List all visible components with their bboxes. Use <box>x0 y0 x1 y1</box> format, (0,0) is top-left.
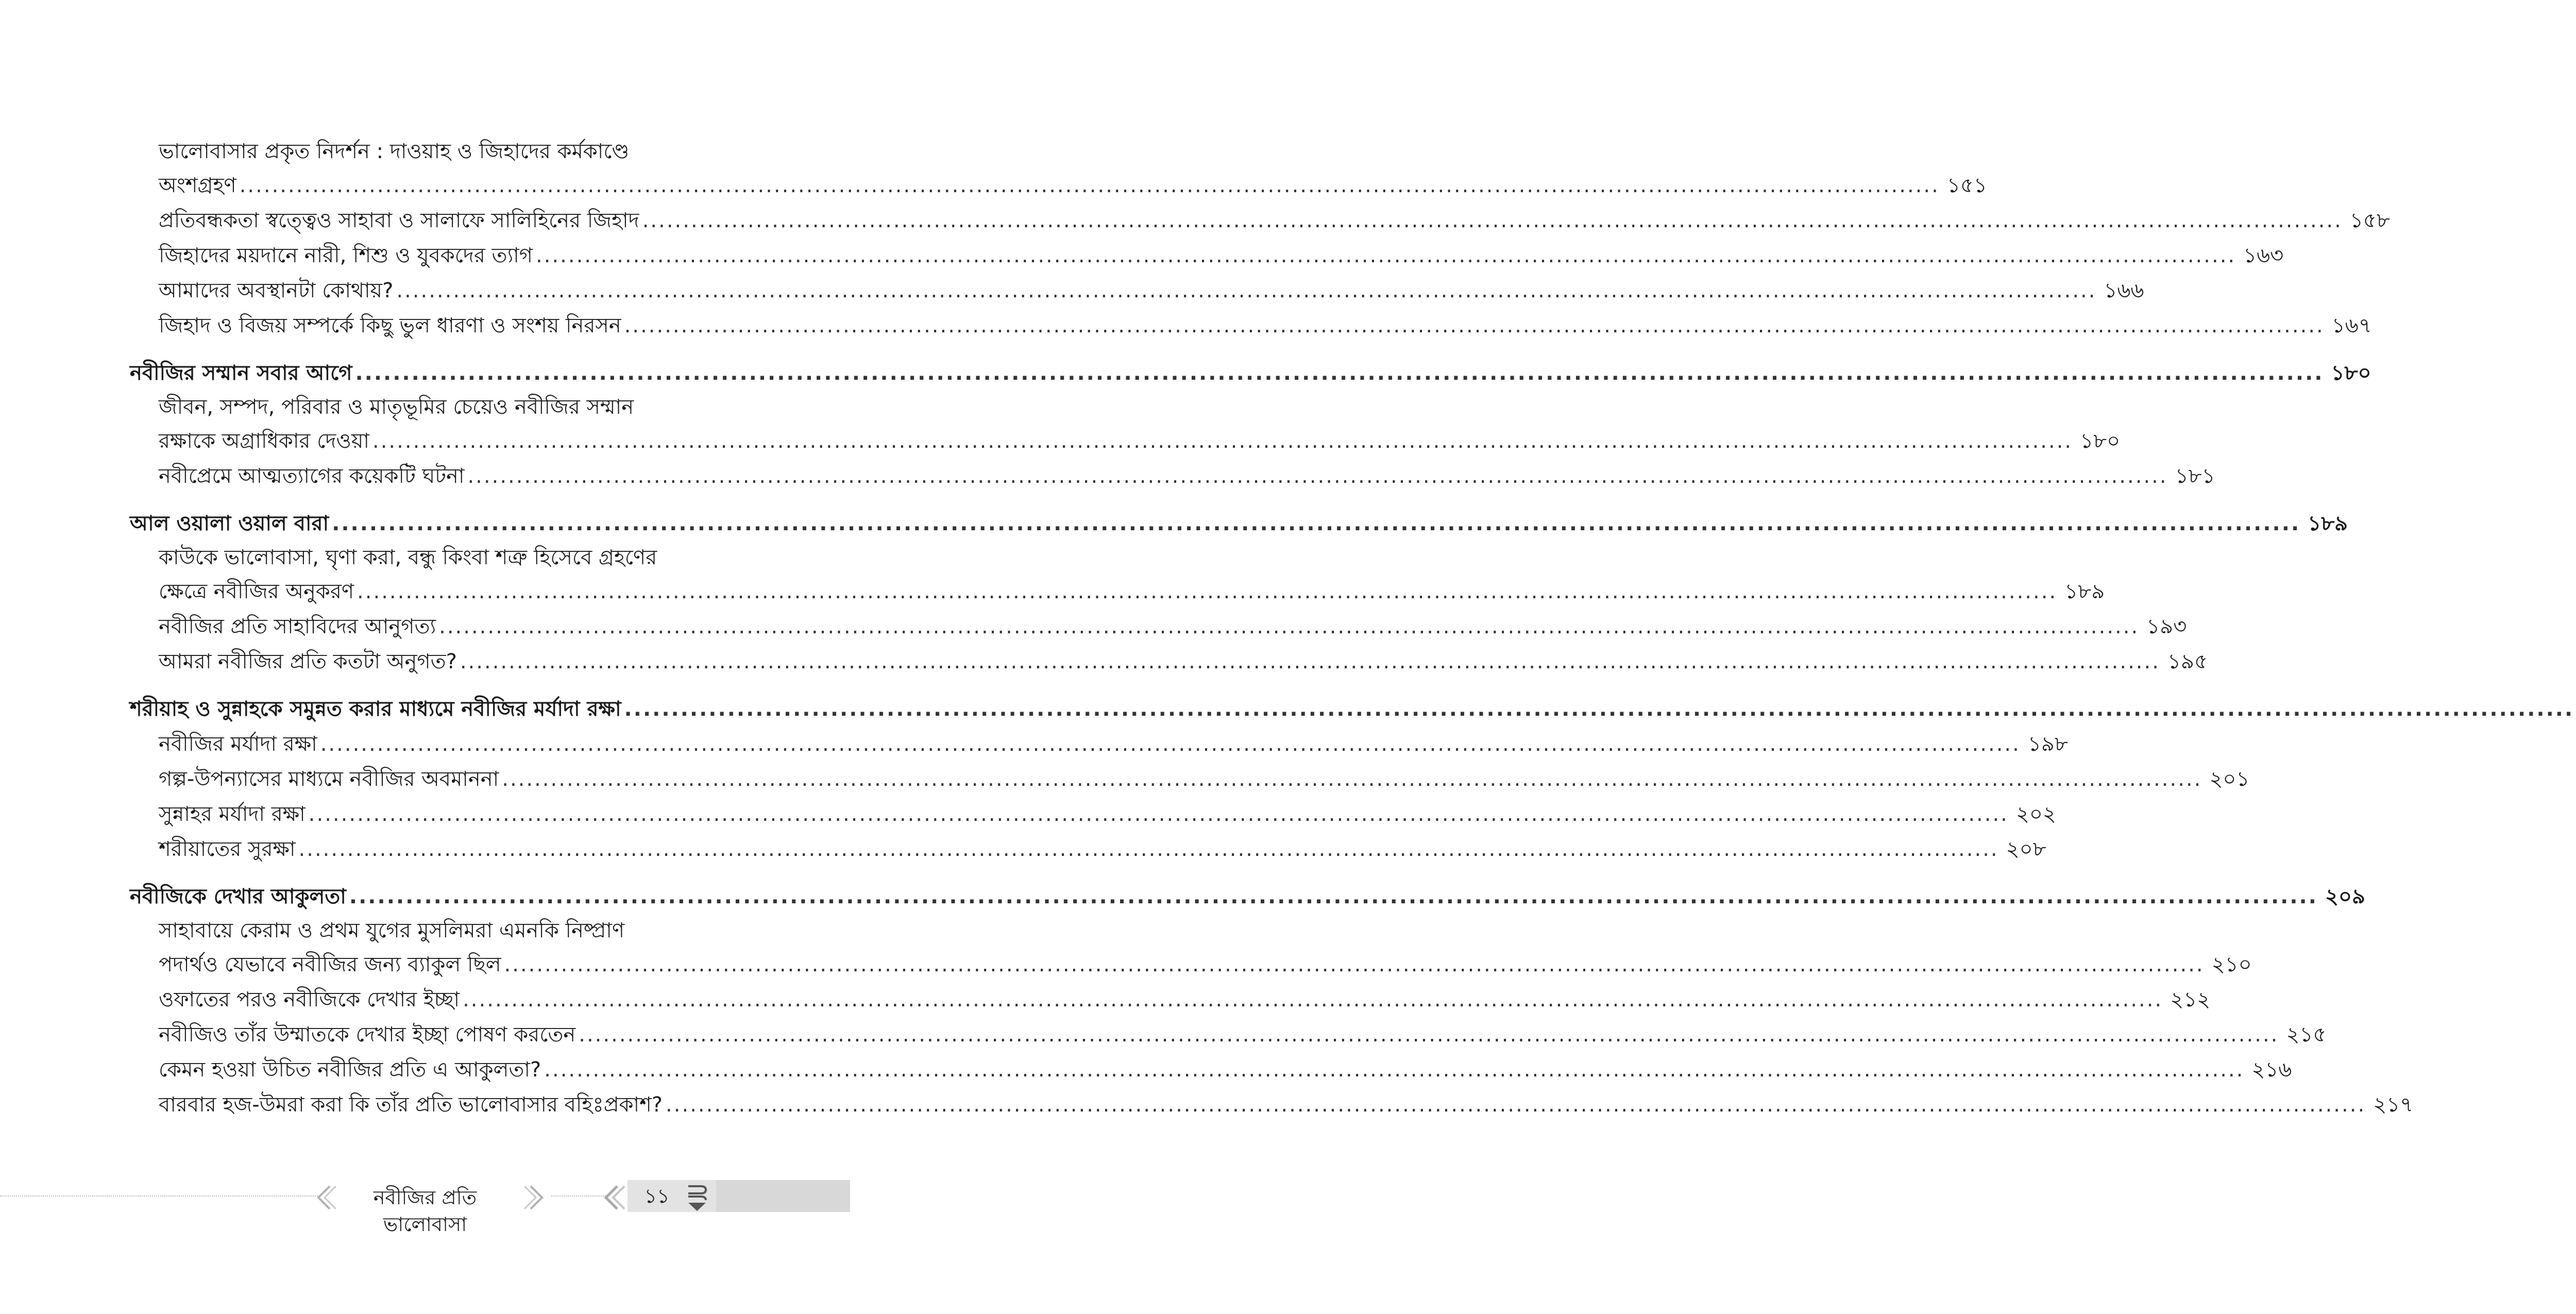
toc-entry-row <box>159 203 2390 238</box>
toc-entry-title: নবীজির প্রতি সাহাবিদের আনুগত্য <box>159 615 436 638</box>
dot-leader <box>299 832 1999 867</box>
toc-entry-title: শরীয়াহ ও সুন্নাহকে সমুন্নত করার মাধ্যমে নবীজির মর্যাদা রক্ষা <box>130 697 621 721</box>
toc-page-number: ২১৬ <box>2251 1058 2292 1082</box>
dot-leader <box>502 762 2202 797</box>
toc-section-entry[interactable] <box>130 914 2252 982</box>
toc-page-number: ১৮১ <box>2175 464 2215 488</box>
toc-page-number: ২০২ <box>2015 802 2056 826</box>
toc-chapter-entry[interactable] <box>130 879 2365 914</box>
toc-page-number: ১৮৯ <box>2064 580 2105 603</box>
toc-page-number: ১৬৩ <box>2243 244 2284 267</box>
dot-leader <box>372 424 2073 459</box>
toc-entry-title: আল ওয়ালা ওয়াল বারা <box>130 512 329 535</box>
toc-entry-title: আমাদের অবস্থানটা কোথায়? <box>159 279 394 302</box>
toc-entry-row <box>159 308 2372 343</box>
toc-entry-row <box>159 947 2252 982</box>
toc-entry-row <box>159 459 2215 494</box>
toc-entry-title-line: জীবন, সম্পদ, পরিবার ও মাতৃভূমির চেয়েও নবীজির সম্মান <box>159 395 634 419</box>
toc-entry-title: বারবার হজ-উমরা করা কি তাঁর প্রতি ভালোবাসার বহিঃপ্রকাশ? <box>159 1093 663 1117</box>
toc-entry-row <box>159 609 2187 644</box>
toc-entry-title: নবীজির সম্মান সবার আগে <box>130 361 352 385</box>
toc-entry-row <box>159 832 2046 867</box>
page-footer <box>0 1180 850 1236</box>
toc-page-number: ১৮০ <box>2331 361 2371 385</box>
toc-entry-row <box>130 879 2365 914</box>
toc-page-number: ১৮০ <box>2080 429 2121 453</box>
toc-page-number: ১৮৯ <box>2308 512 2348 535</box>
toc-entry-row <box>159 424 2121 459</box>
toc-entry-row <box>159 762 2250 797</box>
toc-chapter-entry[interactable] <box>130 692 721 727</box>
toc-page-number: ২১৭ <box>2373 1093 2414 1117</box>
toc-section-entry[interactable] <box>130 391 2121 459</box>
dot-leader <box>357 574 2057 609</box>
toc-page-number: ২১২ <box>2170 988 2211 1012</box>
toc-section-entry[interactable] <box>130 203 2390 238</box>
toc-entry-title: জিহাদ ও বিজয় সম্পর্কে কিছু ভুল ধারণা ও সংশয় নিরসন <box>159 314 621 338</box>
toc-section-entry[interactable] <box>130 541 2105 609</box>
toc-section-entry[interactable] <box>130 762 2250 797</box>
toc-entry-title: নবীজিও তাঁর উম্মাতকে দেখার ইচ্ছা পোষণ করতেন <box>159 1023 576 1047</box>
toc-entry-title: সুন্নাহর মর্যাদা রক্ষা <box>159 802 306 826</box>
dot-leader <box>309 797 2009 832</box>
toc-entry-row <box>159 1087 2414 1122</box>
toc-entry-title: প্রতিবন্ধকতা স্বত্ত্বেও সাহাবা ও সালাফে সালিহিনের জিহাদ <box>159 209 639 232</box>
toc-entry-row <box>159 238 2284 273</box>
toc-section-entry[interactable] <box>130 982 2211 1017</box>
toc-entry-title: নবীপ্রেমে আত্মত্যাগের কয়েকটি ঘটনা <box>159 464 465 488</box>
toc-entry-row <box>159 982 2211 1017</box>
toc-section-entry[interactable] <box>130 238 2284 273</box>
toc-entry-title: রক্ষাকে অগ্রাধিকার দেওয়া <box>159 429 369 453</box>
dot-leader <box>544 1052 2244 1087</box>
toc-entry-title: জিহাদের ময়দানে নারী, শিশু ও যুবকদের ত্যাগ <box>159 244 533 267</box>
toc-entry-row <box>130 356 2371 391</box>
dot-leader <box>320 727 2021 762</box>
toc-section-entry[interactable] <box>130 273 2144 308</box>
toc-entry-title: আমরা নবীজির প্রতি কতটা অনুগত? <box>159 650 457 673</box>
toc-section-entry[interactable] <box>130 135 1987 203</box>
table-of-contents <box>130 135 2414 1122</box>
toc-entry-title-line: কাউকে ভালোবাসা, ঘৃণা করা, বন্ধু কিংবা শত্রু হিসেবে গ্রহণের <box>159 546 657 569</box>
toc-entry-title-line: সাহাবায়ে কেরাম ও প্রথম যুগের মুসলিমরা এমনকি নিষ্প্রাণ <box>159 919 625 942</box>
dot-leader <box>332 506 2300 541</box>
toc-page-number: ১৫১ <box>1946 174 1987 197</box>
dot-leader <box>463 982 2163 1017</box>
page-strip <box>716 1180 850 1212</box>
chevron-double-left-icon <box>598 1182 629 1213</box>
toc-entry-title: শরীয়াতের সুরক্ষা <box>159 837 296 861</box>
toc-section-entry[interactable] <box>130 1087 2414 1122</box>
toc-section-entry[interactable] <box>130 727 2068 762</box>
page-marker-icon <box>685 1183 709 1212</box>
dot-leader <box>240 168 1940 203</box>
dot-leader <box>666 1087 2366 1122</box>
dot-leader <box>349 879 2318 914</box>
toc-chapter-entry[interactable] <box>130 506 2348 541</box>
toc-section-entry[interactable] <box>130 308 2372 343</box>
toc-page-number: ১৬৬ <box>2104 279 2144 302</box>
toc-section-entry[interactable] <box>130 797 2056 832</box>
toc-entry-title: ওফাতের পরও নবীজিকে দেখার ইচ্ছা <box>159 988 460 1012</box>
toc-section-entry[interactable] <box>130 459 2215 494</box>
toc-entry-row <box>159 644 2208 679</box>
toc-entry-title: নবীজিকে দেখার আকুলতা <box>130 885 346 908</box>
toc-page-number: ১৯৮ <box>2027 732 2068 756</box>
toc-section-entry[interactable] <box>130 1017 2327 1052</box>
dot-leader <box>579 1017 2279 1052</box>
dot-leader <box>642 203 2343 238</box>
toc-entry-title: পদার্থও যেভাবে নবীজির জন্য ব্যাকুল ছিল <box>159 953 501 976</box>
toc-section-entry[interactable] <box>130 644 2208 679</box>
toc-entry-row <box>159 1017 2327 1052</box>
dot-leader <box>624 692 2576 727</box>
toc-page-number: ২১৫ <box>2286 1023 2327 1047</box>
toc-page-number: ২০১ <box>2209 767 2250 791</box>
toc-entry-title: অংশগ্রহণ <box>159 174 236 197</box>
page-number: ১১ <box>644 1185 670 1207</box>
toc-section-entry[interactable] <box>130 609 2187 644</box>
chevron-right-icon <box>520 1182 551 1213</box>
toc-page-number: ২১০ <box>2211 953 2252 976</box>
toc-entry-row <box>159 727 2068 762</box>
footer-book-title: নবীজির প্রতি ভালোবাসা <box>373 1186 477 1236</box>
toc-entry-row <box>159 273 2144 308</box>
toc-entry-row <box>159 168 1987 203</box>
toc-entry-title: নবীজির মর্যাদা রক্ষা <box>159 732 317 756</box>
toc-page-number: ১৯৩ <box>2146 615 2187 638</box>
toc-entry-row <box>159 797 2056 832</box>
dot-leader <box>355 356 2324 391</box>
dot-leader <box>460 644 2160 679</box>
toc-entry-title: ক্ষেত্রে নবীজির অনুকরণ <box>159 580 354 603</box>
dot-leader <box>624 308 2325 343</box>
toc-entry-row <box>130 692 721 727</box>
toc-entry-row <box>159 574 2105 609</box>
toc-entry-title: গল্প-উপন্যাসের মাধ্যমে নবীজির অবমাননা <box>159 767 499 791</box>
toc-page-number: ১৫৮ <box>2349 209 2390 232</box>
dot-leader <box>396 273 2096 308</box>
dot-leader <box>467 459 2167 494</box>
dot-leader <box>504 947 2205 982</box>
toc-section-entry[interactable] <box>130 832 2046 867</box>
toc-section-entry[interactable] <box>130 1052 2292 1087</box>
toc-entry-title: কেমন হওয়া উচিত নবীজির প্রতি এ আকুলতা? <box>159 1058 541 1082</box>
toc-entry-row <box>159 1052 2292 1087</box>
toc-page-number: ১৯৫ <box>2167 650 2208 673</box>
dot-leader <box>536 238 2236 273</box>
toc-page-number: ১৬৭ <box>2331 314 2372 338</box>
toc-page-number: ২০৮ <box>2006 837 2046 861</box>
dot-leader <box>439 609 2139 644</box>
toc-chapter-entry[interactable] <box>130 356 2371 391</box>
toc-entry-title-line: ভালোবাসার প্রকৃত নিদর্শন : দাওয়াহ ও জিহাদের কর্মকাণ্ডে <box>159 140 630 163</box>
toc-page-number: ২০৯ <box>2325 885 2365 908</box>
footer-ornament-left <box>0 1195 319 1197</box>
toc-entry-row <box>130 506 2348 541</box>
